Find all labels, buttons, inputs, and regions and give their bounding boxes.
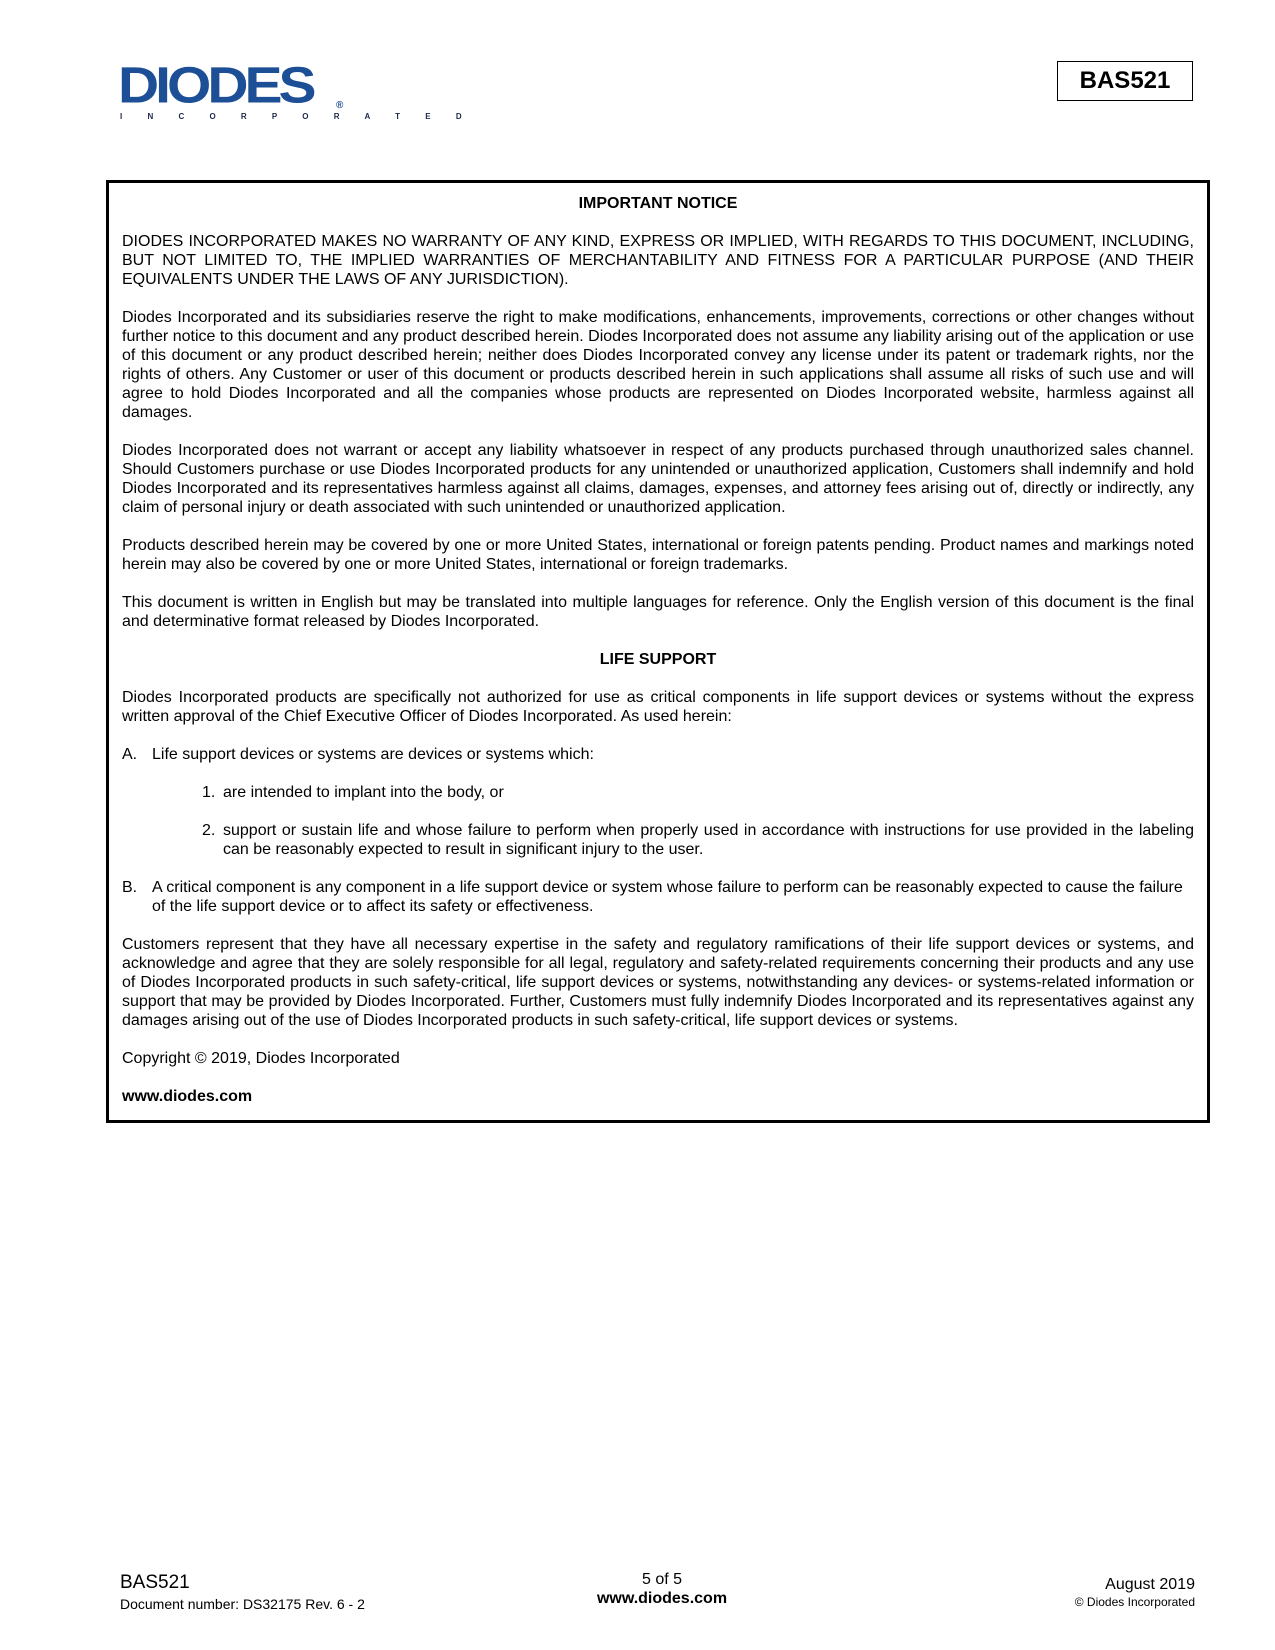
liability-paragraph: Diodes Incorporated does not warrant or accept any liability whatsoever in respect of any products purchased through unauthorized sales channel. Should Customers purchase or use Diodes Incorporated products for any unintended or unauthorized application, Customers shall indemnify and hold Diodes Incorporated and its representatives harmless against all claims, damages, expenses, and attorney fees arising out of, directly or indirectly, any claim of personal injury or death associated with such unintended or unauthorized application. (122, 442, 1194, 516)
list-item-b-text: A critical component is any component in a life support device or system whose failure to perform can be reasonably expected to cause the failure of the life support device or to affect its safety or effectiveness. (152, 879, 1183, 915)
sub-item-2-text: support or sustain life and whose failure to perform when properly used in accordance with instructions for use provided in the labeling can be reasonably expected to result in significant injury to the user. (223, 822, 1194, 858)
language-paragraph: This document is written in English but may be translated into multiple languages for reference. Only the English version of this document is the final and determinative format released by Diodes Incorporated. (122, 594, 1194, 630)
list-item-b (122, 878, 1194, 916)
footer-center (537, 1570, 787, 1609)
part-number-box: BAS521 (1057, 61, 1193, 101)
sub-item-2-number: 2. (202, 822, 216, 839)
diodes-logo (118, 56, 474, 126)
sub-item-1 (122, 783, 1194, 802)
logo-wordmark: DIODES (118, 56, 313, 114)
list-item-a-label: A. (122, 746, 138, 763)
sub-item-1-text: are intended to implant into the body, or (223, 784, 504, 801)
customers-paragraph: Customers represent that they have all necessary expertise in the safety and regulatory ramifications of their life support devices or systems, and acknowledge and agree that they are solely responsible for all legal, regulatory and safety-related requirements concerning their products and any use of Diodes Incorporated products in such safety-critical, life support devices or systems, notwithstanding any devices- or systems-related information or support that may be provided by Diodes Incorporated. Further, Customers must fully indemnify Diodes Incorporated and its representatives against any damages arising out of the use of Diodes Incorporated products in such safety-critical, life support devices or systems. (122, 936, 1194, 1029)
warranty-paragraph: DIODES INCORPORATED MAKES NO WARRANTY OF ANY KIND, EXPRESS OR IMPLIED, WITH REGARDS TO THIS DOCUMENT, INCLUDING, BUT NOT LIMITED TO, THE IMPLIED WARRANTIES OF MERCHANTABILITY AND FITNESS FOR A PARTICULAR PURPOSE (AND THEIR EQUIVALENTS UNDER THE LAWS OF ANY JURISDICTION). (122, 233, 1194, 288)
logo-registered-mark: ® (336, 100, 344, 111)
footer-copyright: © Diodes Incorporated (1074, 1595, 1195, 1609)
list-item-a-text: Life support devices or systems are devices or systems which: (152, 746, 594, 763)
footer-left (120, 1572, 365, 1613)
footer-date: August 2019 (1105, 1576, 1195, 1593)
website-link[interactable]: www.diodes.com (122, 1088, 253, 1105)
footer-document-number: Document number: DS32175 Rev. 6 - 2 (120, 1596, 365, 1612)
important-notice-box (106, 180, 1210, 1123)
life-support-intro: Diodes Incorporated products are specifically not authorized for use as critical components in life support devices or systems without the express written approval of the Chief Executive Officer of Diodes Incorporated. As used herein: (122, 689, 1194, 725)
important-notice-heading: IMPORTANT NOTICE (578, 195, 738, 212)
copyright-line: Copyright © 2019, Diodes Incorporated (122, 1050, 400, 1067)
footer-part-number: BAS521 (120, 1572, 190, 1593)
footer-right (1075, 1575, 1195, 1610)
sub-item-1-number: 1. (202, 784, 216, 801)
life-support-heading: LIFE SUPPORT (599, 651, 717, 668)
list-item-b-label: B. (122, 879, 138, 896)
list-item-a (122, 745, 1194, 764)
sub-item-2 (122, 821, 1194, 859)
logo-incorporated: I N C O R P O R A T E D (120, 112, 474, 121)
footer-url[interactable]: www.diodes.com (596, 1590, 728, 1607)
patents-paragraph: Products described herein may be covered by one or more United States, international or foreign patents pending. Product names and markings noted herein may also be covered by one or more United States, international or foreign trademarks. (122, 537, 1194, 573)
modifications-paragraph: Diodes Incorporated and its subsidiaries reserve the right to make modifications, enhancements, improvements, corrections or other changes without further notice to this document and any product described herein. Diodes Incorporated does not assume any liability arising out of the application or use of this document or any product described herein; neither does Diodes Incorporated convey any license under its patent or trademark rights, nor the rights of others. Any Customer or user of this document or products described herein in such applications shall assume all risks of such use and will agree to hold Diodes Incorporated and all the companies whose products are represented on Diodes Incorporated website, harmless against all damages. (122, 309, 1194, 421)
footer-page-number: 5 of 5 (641, 1571, 683, 1588)
